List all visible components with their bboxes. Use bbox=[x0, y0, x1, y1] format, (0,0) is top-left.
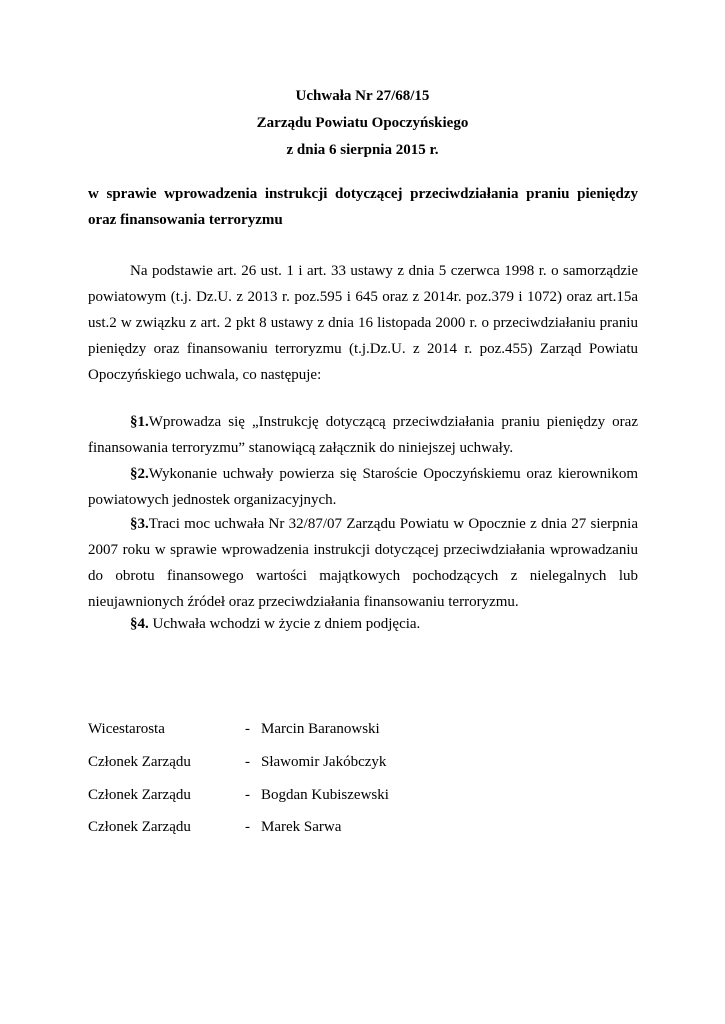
signatory-row bbox=[88, 719, 488, 739]
section-4-text: Uchwała wchodzi w życie z dniem podjęcia. bbox=[148, 616, 421, 632]
signatory-row bbox=[88, 752, 488, 772]
section-2 bbox=[88, 461, 638, 513]
signatory-row bbox=[88, 817, 488, 837]
signatory-name: Marcin Baranowski bbox=[261, 721, 380, 737]
signatory-role: Członek Zarządu bbox=[88, 819, 191, 835]
resolution-number: Uchwała Nr 27/68/15 bbox=[295, 88, 430, 104]
resolution-date: z dnia 6 sierpnia 2015 r. bbox=[286, 142, 439, 158]
issuing-body: Zarządu Powiatu Opoczyńskiego bbox=[256, 115, 469, 131]
signatory-dash: - bbox=[245, 721, 250, 737]
signatory-role: Członek Zarządu bbox=[88, 787, 191, 803]
section-1 bbox=[88, 409, 638, 461]
section-3-text: Traci moc uchwała Nr 32/87/07 Zarządu Powiatu w Opocznie z dnia 27 sierpnia 2007 roku w sprawie wprowadzenia instrukcji dotyczącej przeciwdziałania wprowadzaniu do obrotu finansowego wartości majątkowych pochodzących z nielegalnych lub nieujawnionych źródeł oraz przeciwdziałania finansowaniu terroryzmu. bbox=[88, 516, 638, 610]
section-1-number: §1. bbox=[130, 414, 149, 430]
section-4-number: §4. bbox=[130, 616, 149, 632]
signatory-role: Wicestarosta bbox=[88, 721, 165, 737]
signatory-dash: - bbox=[245, 754, 250, 770]
section-3 bbox=[88, 511, 638, 615]
signatory-name: Bogdan Kubiszewski bbox=[261, 787, 389, 803]
section-1-text: Wprowadza się „Instrukcję dotyczącą przeciwdziałania praniu pieniędzy oraz finansowania terroryzmu” stanowiącą załącznik do niniejszej uchwały. bbox=[88, 414, 638, 456]
section-4 bbox=[88, 611, 638, 637]
signatory-name: Marek Sarwa bbox=[261, 819, 342, 835]
resolution-subject: w sprawie wprowadzenia instrukcji dotyczącej przeciwdziałania praniu pieniędzy oraz finansowania terroryzmu bbox=[88, 186, 638, 228]
signatory-dash: - bbox=[245, 787, 250, 803]
document-header bbox=[0, 83, 725, 164]
signatory-row bbox=[88, 785, 488, 805]
section-2-text: Wykonanie uchwały powierza się Staroście Opoczyńskiemu oraz kierownikom powiatowych jednostek organizacyjnych. bbox=[88, 466, 638, 508]
signatory-dash: - bbox=[245, 819, 250, 835]
legal-basis-paragraph: Na podstawie art. 26 ust. 1 i art. 33 ustawy z dnia 5 czerwca 1998 r. o samorządzie powiatowym (t.j. Dz.U. z 2013 r. poz.595 i 645 oraz z 2014r. poz.379 i 1072) oraz art.15a ust.2 w związku z art. 2 pkt 8 ustawy z dnia 16 listopada 2000 r. o przeciwdziałaniu praniu pieniędzy oraz finansowaniu terroryzmu (t.j.Dz.U. z 2014 r. poz.455) Zarząd Powiatu Opoczyńskiego uchwala, co następuje: bbox=[88, 263, 638, 383]
section-3-number: §3. bbox=[130, 516, 149, 532]
section-2-number: §2. bbox=[130, 466, 149, 482]
signatory-role: Członek Zarządu bbox=[88, 754, 191, 770]
signatory-name: Sławomir Jakóbczyk bbox=[261, 754, 387, 770]
